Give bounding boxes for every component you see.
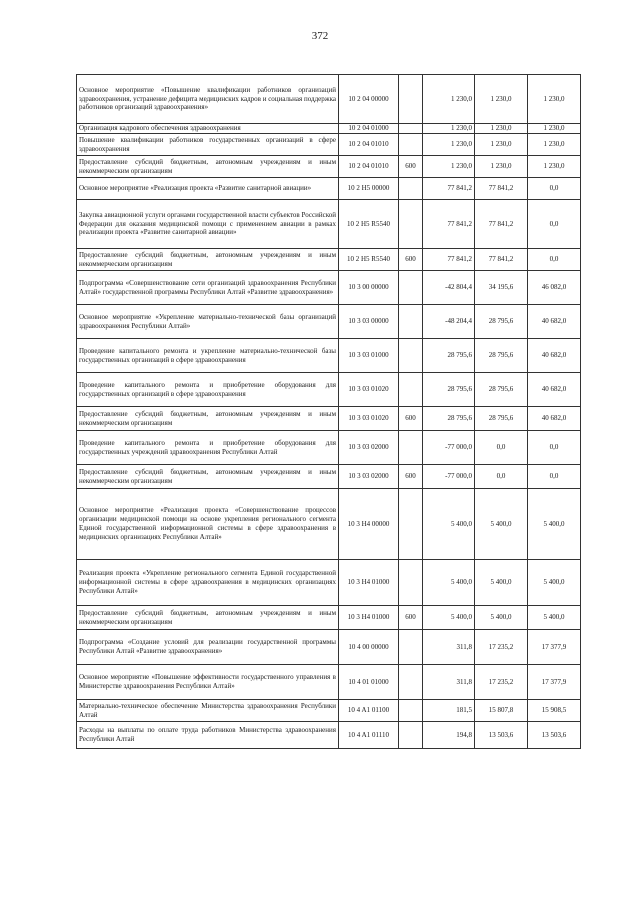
row-value-2020-cell: 13 503,6 [475, 722, 528, 749]
row-expense-type-cell: 600 [399, 606, 423, 630]
row-expense-type-cell: 600 [399, 156, 423, 178]
row-name-cell: Предоставление субсидий бюджетным, автономным учреждениям и иным некоммерческим организациям [77, 407, 339, 431]
row-name-cell: Повышение квалификации работников государственных организаций в сфере здравоохранения [77, 134, 339, 156]
row-code-cell: 10 3 03 00000 [339, 305, 399, 339]
row-name-cell: Основное мероприятие «Реализация проекта «Совершенствование процессов организации медицинской помощи на основе укрепления регионального сегмента Единой государственной информационной системы в сфере здравоохранения в медицинских организациях Республики Алтай» [77, 489, 339, 560]
row-expense-type-cell: 600 [399, 465, 423, 489]
row-value-2019-cell: -42 804,4 [423, 271, 475, 305]
table-row [77, 305, 581, 339]
row-value-2021-cell: 0,0 [528, 249, 581, 271]
row-value-2020-cell: 17 235,2 [475, 665, 528, 700]
row-expense-type-cell [399, 271, 423, 305]
row-value-2020-cell: 77 841,2 [475, 249, 528, 271]
table-row [77, 339, 581, 373]
row-code-cell: 10 3 03 01000 [339, 339, 399, 373]
row-expense-type-cell [399, 124, 423, 134]
row-value-2020-cell: 1 230,0 [475, 124, 528, 134]
row-name-cell: Предоставление субсидий бюджетным, автономным учреждениям и иным некоммерческим организациям [77, 249, 339, 271]
row-value-2020-cell: 5 400,0 [475, 489, 528, 560]
row-value-2020-cell: 28 795,6 [475, 339, 528, 373]
row-code-cell: 10 4 00 00000 [339, 630, 399, 665]
row-value-2020-cell: 15 807,8 [475, 700, 528, 722]
row-expense-type-cell [399, 489, 423, 560]
row-value-2021-cell: 1 230,0 [528, 75, 581, 124]
row-value-2021-cell: 40 682,0 [528, 373, 581, 407]
row-value-2021-cell: 0,0 [528, 431, 581, 465]
table-row [77, 75, 581, 124]
row-value-2020-cell: 34 195,6 [475, 271, 528, 305]
row-code-cell: 10 2 H5 00000 [339, 178, 399, 200]
row-code-cell: 10 3 03 01020 [339, 373, 399, 407]
table-row [77, 465, 581, 489]
row-value-2020-cell: 28 795,6 [475, 407, 528, 431]
row-name-cell: Материально-техническое обеспечение Министерства здравоохранения Республики Алтай [77, 700, 339, 722]
row-value-2019-cell: 5 400,0 [423, 606, 475, 630]
row-value-2020-cell: 77 841,2 [475, 200, 528, 249]
table-row [77, 124, 581, 134]
table-row [77, 271, 581, 305]
row-code-cell: 10 4 A1 01110 [339, 722, 399, 749]
table-row [77, 722, 581, 749]
row-value-2019-cell: 1 230,0 [423, 75, 475, 124]
table-row [77, 665, 581, 700]
row-name-cell: Реализация проекта «Укрепление регионального сегмента Единой государственной информационной системы в сфере здравоохранения в медицинских организациях Республики Алтай» [77, 560, 339, 606]
row-code-cell: 10 4 01 01000 [339, 665, 399, 700]
row-code-cell: 10 3 03 01020 [339, 407, 399, 431]
row-value-2020-cell: 17 235,2 [475, 630, 528, 665]
row-value-2020-cell: 5 400,0 [475, 560, 528, 606]
row-value-2019-cell: -48 204,4 [423, 305, 475, 339]
row-value-2020-cell: 77 841,2 [475, 178, 528, 200]
row-value-2019-cell: 28 795,6 [423, 407, 475, 431]
table-row [77, 606, 581, 630]
row-value-2021-cell: 17 377,9 [528, 665, 581, 700]
row-value-2021-cell: 0,0 [528, 178, 581, 200]
row-value-2021-cell: 0,0 [528, 200, 581, 249]
row-value-2020-cell: 1 230,0 [475, 134, 528, 156]
row-code-cell: 10 4 A1 01100 [339, 700, 399, 722]
row-expense-type-cell: 600 [399, 249, 423, 271]
row-value-2021-cell: 0,0 [528, 465, 581, 489]
row-value-2021-cell: 13 503,6 [528, 722, 581, 749]
row-value-2021-cell: 5 400,0 [528, 489, 581, 560]
row-code-cell: 10 2 04 00000 [339, 75, 399, 124]
row-name-cell: Предоставление субсидий бюджетным, автономным учреждениям и иным некоммерческим организациям [77, 156, 339, 178]
table-row [77, 373, 581, 407]
row-value-2019-cell: 77 841,2 [423, 200, 475, 249]
row-name-cell: Подпрограмма «Совершенствование сети организаций здравоохранения Республики Алтай» государственной программы Республики Алтай «Развитие здравоохранения» [77, 271, 339, 305]
row-value-2019-cell: 28 795,6 [423, 339, 475, 373]
row-value-2020-cell: 1 230,0 [475, 75, 528, 124]
row-expense-type-cell [399, 134, 423, 156]
row-value-2020-cell: 28 795,6 [475, 373, 528, 407]
table-row [77, 560, 581, 606]
row-name-cell: Проведение капитального ремонта и приобретение оборудования для государственных организаций в сфере здравоохранения [77, 373, 339, 407]
row-code-cell: 10 3 03 02000 [339, 465, 399, 489]
row-value-2020-cell: 1 230,0 [475, 156, 528, 178]
row-value-2021-cell: 40 682,0 [528, 305, 581, 339]
table-row [77, 700, 581, 722]
row-expense-type-cell [399, 700, 423, 722]
row-value-2021-cell: 1 230,0 [528, 156, 581, 178]
row-value-2019-cell: 181,5 [423, 700, 475, 722]
row-value-2021-cell: 40 682,0 [528, 339, 581, 373]
row-value-2020-cell: 0,0 [475, 465, 528, 489]
row-value-2019-cell: 194,8 [423, 722, 475, 749]
row-expense-type-cell [399, 200, 423, 249]
row-value-2019-cell: 5 400,0 [423, 560, 475, 606]
row-expense-type-cell [399, 75, 423, 124]
row-name-cell: Основное мероприятие «Повышение квалификации работников организаций здравоохранения, устранение дефицита медицинских кадров и социальная поддержка работников организаций здравоохранения» [77, 75, 339, 124]
row-expense-type-cell: 600 [399, 407, 423, 431]
row-value-2021-cell: 46 082,0 [528, 271, 581, 305]
row-value-2019-cell: -77 000,0 [423, 465, 475, 489]
budget-table-body [77, 75, 581, 749]
row-code-cell: 10 2 04 01010 [339, 156, 399, 178]
row-expense-type-cell [399, 665, 423, 700]
row-value-2019-cell: 77 841,2 [423, 249, 475, 271]
row-code-cell: 10 2 H5 R5540 [339, 200, 399, 249]
row-value-2020-cell: 28 795,6 [475, 305, 528, 339]
row-name-cell: Подпрограмма «Создание условий для реализации государственной программы Республики Алтай «Развитие здравоохранения» [77, 630, 339, 665]
table-row [77, 178, 581, 200]
table-row [77, 156, 581, 178]
row-code-cell: 10 3 H4 01000 [339, 560, 399, 606]
table-row [77, 630, 581, 665]
row-value-2021-cell: 5 400,0 [528, 606, 581, 630]
budget-table [76, 74, 581, 749]
row-name-cell: Основное мероприятие «Повышение эффективности государственного управления в Министерстве здравоохранения Республики Алтай» [77, 665, 339, 700]
table-row [77, 134, 581, 156]
row-value-2019-cell: 1 230,0 [423, 156, 475, 178]
row-code-cell: 10 3 H4 01000 [339, 606, 399, 630]
page-number: 372 [311, 30, 329, 42]
row-code-cell: 10 3 00 00000 [339, 271, 399, 305]
row-expense-type-cell [399, 178, 423, 200]
row-expense-type-cell [399, 305, 423, 339]
row-value-2021-cell: 17 377,9 [528, 630, 581, 665]
row-code-cell: 10 2 04 01000 [339, 124, 399, 134]
row-value-2020-cell: 0,0 [475, 431, 528, 465]
row-value-2019-cell: 311,8 [423, 630, 475, 665]
row-value-2019-cell: 5 400,0 [423, 489, 475, 560]
row-value-2021-cell: 15 908,5 [528, 700, 581, 722]
row-value-2019-cell: 1 230,0 [423, 124, 475, 134]
row-expense-type-cell [399, 431, 423, 465]
row-code-cell: 10 3 H4 00000 [339, 489, 399, 560]
row-name-cell: Основное мероприятие «Реализация проекта «Развитие санитарной авиации» [77, 178, 339, 200]
row-value-2019-cell: 77 841,2 [423, 178, 475, 200]
row-value-2021-cell: 1 230,0 [528, 124, 581, 134]
row-expense-type-cell [399, 373, 423, 407]
row-code-cell: 10 3 03 02000 [339, 431, 399, 465]
row-value-2019-cell: -77 000,0 [423, 431, 475, 465]
row-value-2019-cell: 1 230,0 [423, 134, 475, 156]
row-name-cell: Проведение капитального ремонта и приобретение оборудования для государственных учреждений здравоохранения Республики Алтай [77, 431, 339, 465]
row-value-2021-cell: 40 682,0 [528, 407, 581, 431]
row-name-cell: Организация кадрового обеспечения здравоохранения [77, 124, 339, 134]
row-code-cell: 10 2 04 01010 [339, 134, 399, 156]
row-name-cell: Основное мероприятие «Укрепление материально-технической базы организаций здравоохранения Республики Алтай» [77, 305, 339, 339]
table-row [77, 407, 581, 431]
row-value-2019-cell: 311,8 [423, 665, 475, 700]
row-expense-type-cell [399, 722, 423, 749]
row-expense-type-cell [399, 560, 423, 606]
table-row [77, 200, 581, 249]
row-value-2021-cell: 1 230,0 [528, 134, 581, 156]
row-expense-type-cell [399, 630, 423, 665]
table-row [77, 431, 581, 465]
row-name-cell: Предоставление субсидий бюджетным, автономным учреждениям и иным некоммерческим организациям [77, 465, 339, 489]
table-row [77, 249, 581, 271]
row-value-2020-cell: 5 400,0 [475, 606, 528, 630]
row-name-cell: Закупка авиационной услуги органами государственной власти субъектов Российской Федерации для оказания медицинской помощи с применением авиации в рамках реализации проекта «Развитие санитарной авиации» [77, 200, 339, 249]
row-name-cell: Расходы на выплаты по оплате труда работников Министерства здравоохранения Республики Алтай [77, 722, 339, 749]
row-code-cell: 10 2 H5 R5540 [339, 249, 399, 271]
table-row [77, 489, 581, 560]
row-expense-type-cell [399, 339, 423, 373]
row-value-2021-cell: 5 400,0 [528, 560, 581, 606]
row-name-cell: Проведение капитального ремонта и укрепление материально-технической базы государственных организаций в сфере здравоохранения [77, 339, 339, 373]
row-value-2019-cell: 28 795,6 [423, 373, 475, 407]
row-name-cell: Предоставление субсидий бюджетным, автономным учреждениям и иным некоммерческим организациям [77, 606, 339, 630]
